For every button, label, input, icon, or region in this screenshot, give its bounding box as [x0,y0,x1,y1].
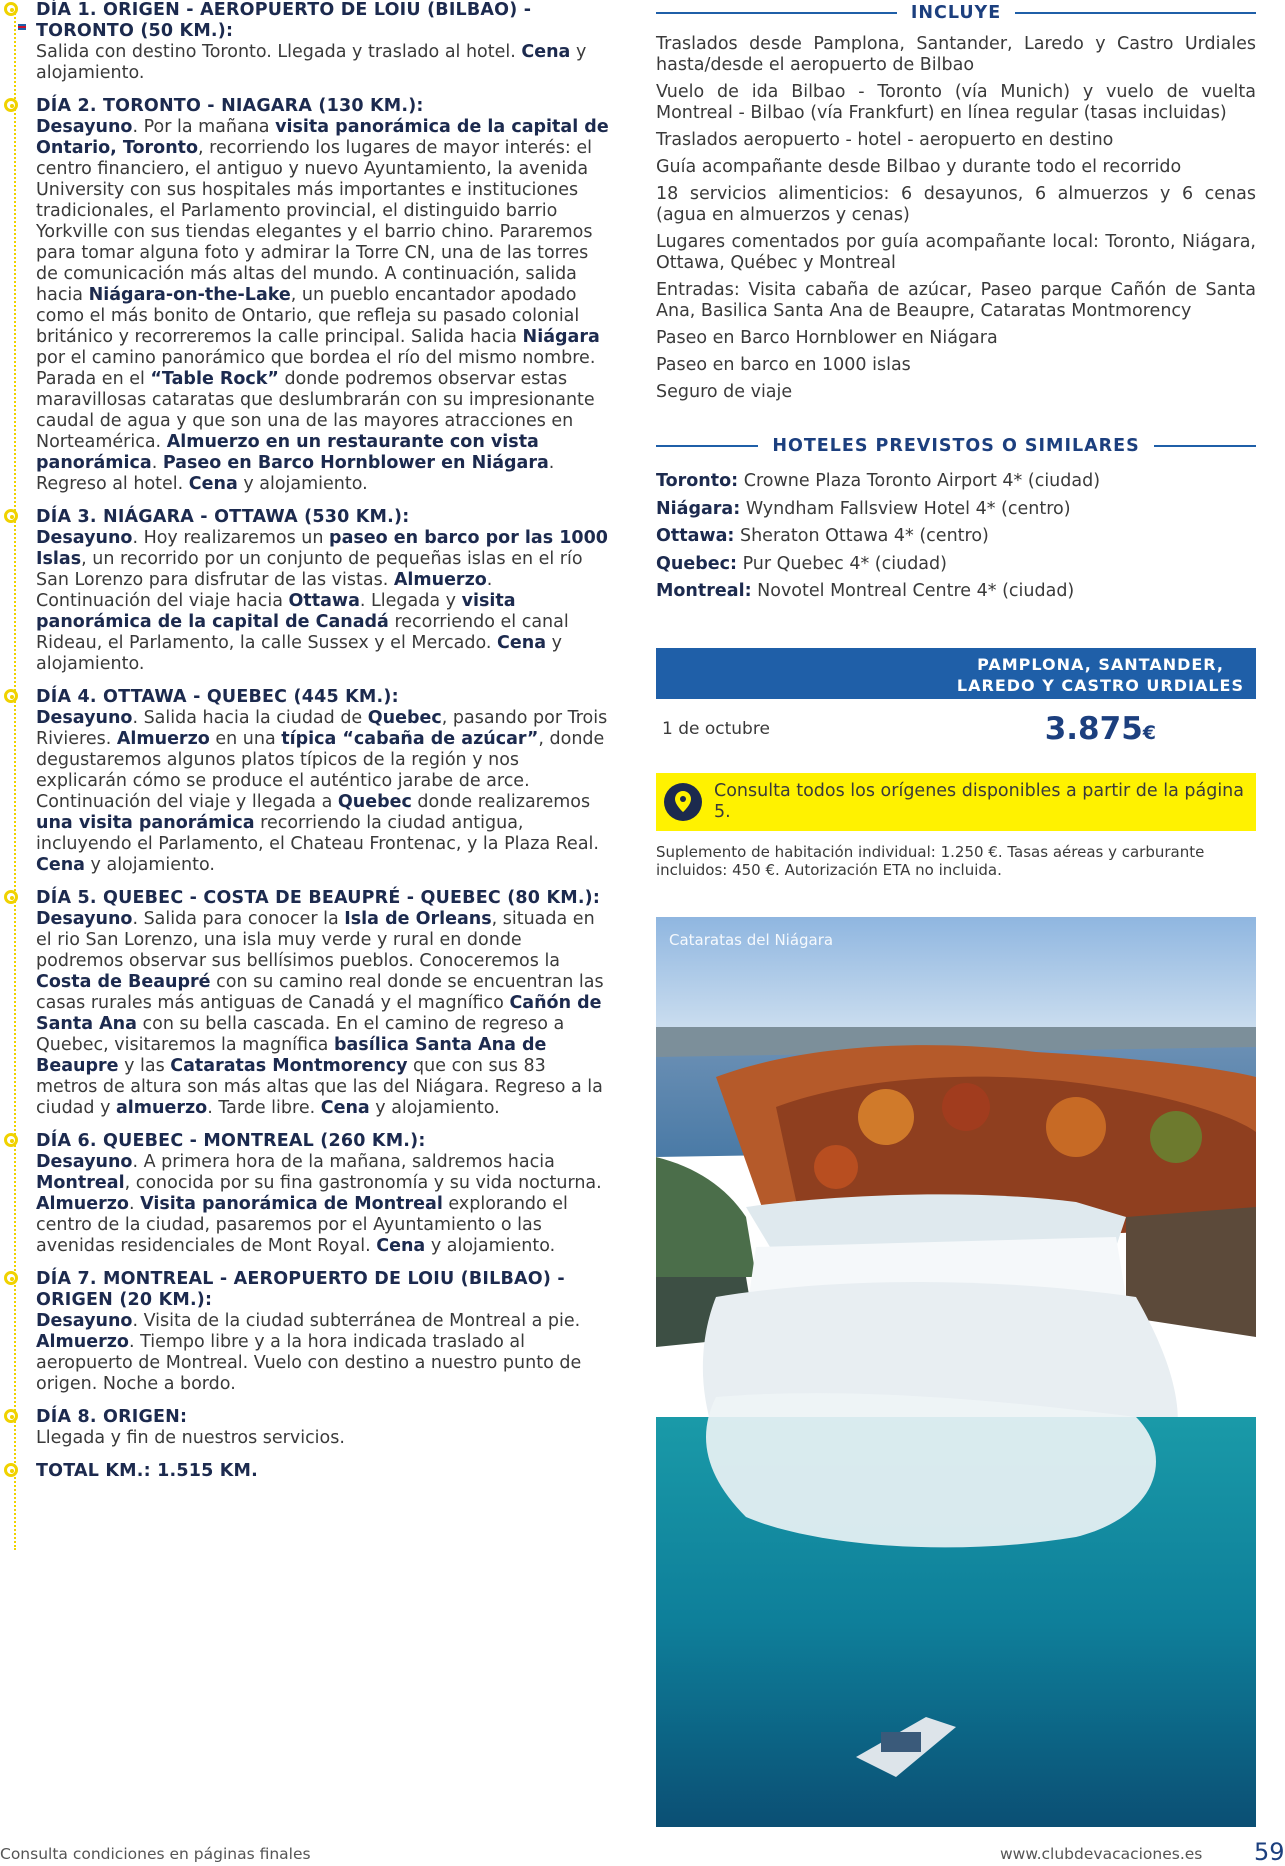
hotel-name: Sheraton Ottawa 4* (centro) [739,526,989,546]
hotel-name: Pur Quebec 4* (ciudad) [742,553,947,574]
divider-line [656,12,897,14]
itinerary-day [10,1461,610,1482]
includes-item: Entradas: Visita cabaña de azúcar, Paseo parque Cañón de Santa Ana, Basilica Santa Ana de Beaupre, Cataratas Montmorency [656,280,1256,321]
day-title: DÍA 2. TORONTO - NIAGARA (130 KM.): [36,96,424,116]
hotel-city: Ottawa: [656,526,735,546]
timeline-dot-icon [4,509,18,523]
footer-conditions: Consulta condiciones en páginas finales [0,1845,311,1863]
day-title: DÍA 8. ORIGEN: [36,1407,188,1427]
includes-item: Traslados aeropuerto - hotel - aeropuerto en destino [656,130,1114,150]
page-number: 59 [1254,1838,1285,1866]
departure-date: 1 de octubre [662,719,770,739]
day-description: Desayuno. Salida hacia la ciudad de Quebec, pasando por Trois Rivieres. Almuerzo en una típica “cabaña de azúcar”, donde degustaremos algunos platos típicos de la región y nos explicarán cómo se produce el auténtico jarabe de arce. Continuación del viaje y llegada a Quebec donde realizaremos una visita panorámica recorriendo la ciudad antigua, incluyendo el Parlamento, el Chateau Frontenac, y la Plaza Real. Cena y alojamiento. [36,708,608,875]
includes-item: Lugares comentados por guía acompañante local: Toronto, Niágara, Ottawa, Québec y Montreal [656,232,1256,273]
hotel-city: Niágara: [656,498,741,519]
price-row [656,699,1256,759]
timeline-dot-icon [4,1271,18,1285]
includes-item: 18 servicios alimenticios: 6 desayunos, 6 almuerzos y 6 cenas (agua en almuerzos y cenas) [656,184,1256,225]
itinerary-day [10,1269,610,1395]
photo-illustration [656,917,1256,1827]
includes-item: Traslados desde Pamplona, Santander, Laredo y Castro Urdiales hasta/desde el aeropuerto de Bilbao [656,34,1256,75]
itinerary [10,0,610,1494]
day-title: DÍA 1. ORIGEN - AEROPUERTO DE LOIU (BILBAO) - TORONTO (50 KM.): [36,0,532,41]
timeline-dot-icon [4,1133,18,1147]
includes-item: Paseo en barco en 1000 islas [656,355,911,375]
price-value: 3.875 [1044,711,1143,747]
timeline-dot-icon [4,689,18,703]
hotel-row [656,526,1256,547]
itinerary-day [10,888,610,1119]
hotel-name: Wyndham Fallsview Hotel 4* (centro) [745,498,1071,519]
hotel-row [656,471,1256,492]
location-pin-icon [664,783,702,821]
day-title: DÍA 6. QUEBEC - MONTREAL (260 KM.): [36,1131,426,1151]
day-description: Desayuno. Hoy realizaremos un paseo en barco por las 1000 Islas, un recorrido por un conjunto de pequeñas islas en el río San Lorenzo para disfrutar de las vistas. Almuerzo. Continuación del viaje hacia Ottawa. Llegada y visita panorámica de la capital de Canadá recorriendo el canal Rideau, el Parlamento, la calle Sussex y el Mercado. Cena y alojamiento. [36,528,608,674]
itinerary-day [10,96,610,495]
hotels-header [656,433,1256,459]
hotel-city: Montreal: [656,581,752,601]
day-title: DÍA 7. MONTREAL - AEROPUERTO DE LOIU (BILBAO) - ORIGEN (20 KM.): [36,1269,565,1310]
timeline-dot-icon [4,1463,18,1477]
day-description: Desayuno. Por la mañana visita panorámica de la capital de Ontario, Toronto, recorriendo los lugares de mayor interés: el centro financiero, el antiguo y nuevo Ayuntamiento, la avenida University con sus hospitales más importantes e instituciones tradicionales, el Parlamento provincial, el distinguido barrio Yorkville con sus tiendas elegantes y el barrio chino. Pararemos para tomar alguna foto y admirar la Torre CN, una de las torres de comunicación más altas del mundo. A continuación, salida hacia Niágara-on-the-Lake, un pueblo encantador apodado como el más bonito de Ontario, que refleja su pasado colonial británico y recorreremos la calle principal. Salida hacia Niágara por el camino panorámico que bordea el río del mismo nombre. Parada en el “Table Rock” donde podremos observar estas maravillosas cataratas que deslumbrarán con su impresionante caudal de agua y que son una de las mayores atracciones en Norteamérica. Almuerzo en un restaurante con vista panorámica. Paseo en Barco Hornblower en Niágara. Regreso al hotel. Cena y alojamiento. [36,117,609,494]
notice-text: Consulta todos los orígenes disponibles a partir de la página 5. [714,781,1244,822]
hotels-title: HOTELES PREVISTOS O SIMILARES [772,436,1140,456]
day-title: TOTAL KM.: 1.515 KM. [36,1461,258,1481]
timeline-dot-icon [4,890,18,904]
includes-item: Vuelo de ida Bilbao - Toronto (vía Munich) y vuelo de vuelta Montreal - Bilbao (vía Frankfurt) en línea regular (tasas incluidas) [656,82,1256,123]
day-description: Desayuno. A primera hora de la mañana, saldremos hacia Montreal, conocida por su fina gastronomía y su vida nocturna. Almuerzo. Visita panorámica de Montreal explorando el centro de la ciudad, pasaremos por el Ayuntamiento o las avenidas residenciales de Mont Royal. Cena y alojamiento. [36,1152,602,1256]
hotel-city: Quebec: [656,553,737,574]
itinerary-day [10,0,610,84]
price-origins [656,648,1256,699]
day-description: Desayuno. Salida para conocer la Isla de Orleans, situada en el rio San Lorenzo, una isla muy verde y rural en donde podremos observar sus bellísimos pueblos. Conoceremos la Costa de Beaupré con su camino real donde se encuentran las casas rurales más antiguas de Canadá y el magnífico Cañón de Santa Ana con su bella cascada. En el camino de regreso a Quebec, visitaremos la magnífica basílica Santa Ana de Beaupre y las Cataratas Montmorency que con sus 83 metros de altura son más altas que las del Niágara. Regreso a la ciudad y almuerzo. Tarde libre. Cena y alojamiento. [36,909,604,1118]
photo-caption: Cataratas del Niágara [669,931,834,949]
price-currency: € [1142,722,1156,744]
timeline-dot-icon [4,1409,18,1423]
hotel-row [656,554,1256,575]
includes-title: INCLUYE [910,3,1002,23]
divider-line [1154,445,1256,447]
itinerary-day [10,687,610,876]
price-amount [1045,711,1156,747]
timeline-dot-icon [4,2,18,16]
niagara-falls-photo [656,917,1256,1827]
day-title: DÍA 3. NIÁGARA - OTTAWA (530 KM.): [36,507,410,527]
includes-item: Guía acompañante desde Bilbao y durante todo el recorrido [656,157,1182,177]
day-title: DÍA 5. QUEBEC - COSTA DE BEAUPRÉ - QUEBEC (80 KM.): [36,888,601,908]
itinerary-day [10,507,610,675]
origin-line-1: PAMPLONA, SANTANDER, [977,655,1224,674]
price-box [656,648,1256,759]
day-title: DÍA 4. OTTAWA - QUEBEC (445 KM.): [36,687,399,707]
timeline-dot-icon [4,98,18,112]
divider-line [656,445,758,447]
day-description: Salida con destino Toronto. Llegada y traslado al hotel. Cena y alojamiento. [36,42,587,83]
itinerary-day [10,1131,610,1257]
day-description: Desayuno. Visita de la ciudad subterránea de Montreal a pie. Almuerzo. Tiempo libre y a la hora indicada traslado al aeropuerto de Montreal. Vuelo con destino a nuestro punto de origen. Noche a bordo. [36,1311,582,1394]
hotel-city: Toronto: [656,471,739,491]
origin-line-2: LAREDO Y CASTRO URDIALES [956,676,1244,695]
days-list [10,0,610,1482]
includes-header [656,0,1256,26]
hotel-name: Crowne Plaza Toronto Airport 4* (ciudad) [743,471,1101,491]
hotels-list [656,471,1256,602]
includes-item: Paseo en Barco Hornblower en Niágara [656,328,998,348]
includes-item: Seguro de viaje [656,382,793,402]
divider-line [1015,12,1256,14]
footer-website-link[interactable]: www.clubdevacaciones.es [1000,1845,1203,1863]
day-description: Llegada y fin de nuestros servicios. [36,1428,345,1448]
supplement-text: Suplemento de habitación individual: 1.250 €. Tasas aéreas y carburante incluidos: 450 €. Autorización ETA no incluida. [656,843,1205,879]
itinerary-day [10,1407,610,1449]
includes-list [656,34,1256,403]
origins-notice[interactable] [656,773,1256,831]
hotel-name: Novotel Montreal Centre 4* (ciudad) [757,581,1075,601]
hotel-row [656,581,1256,602]
info-column [656,0,1256,609]
hotel-row [656,499,1256,520]
